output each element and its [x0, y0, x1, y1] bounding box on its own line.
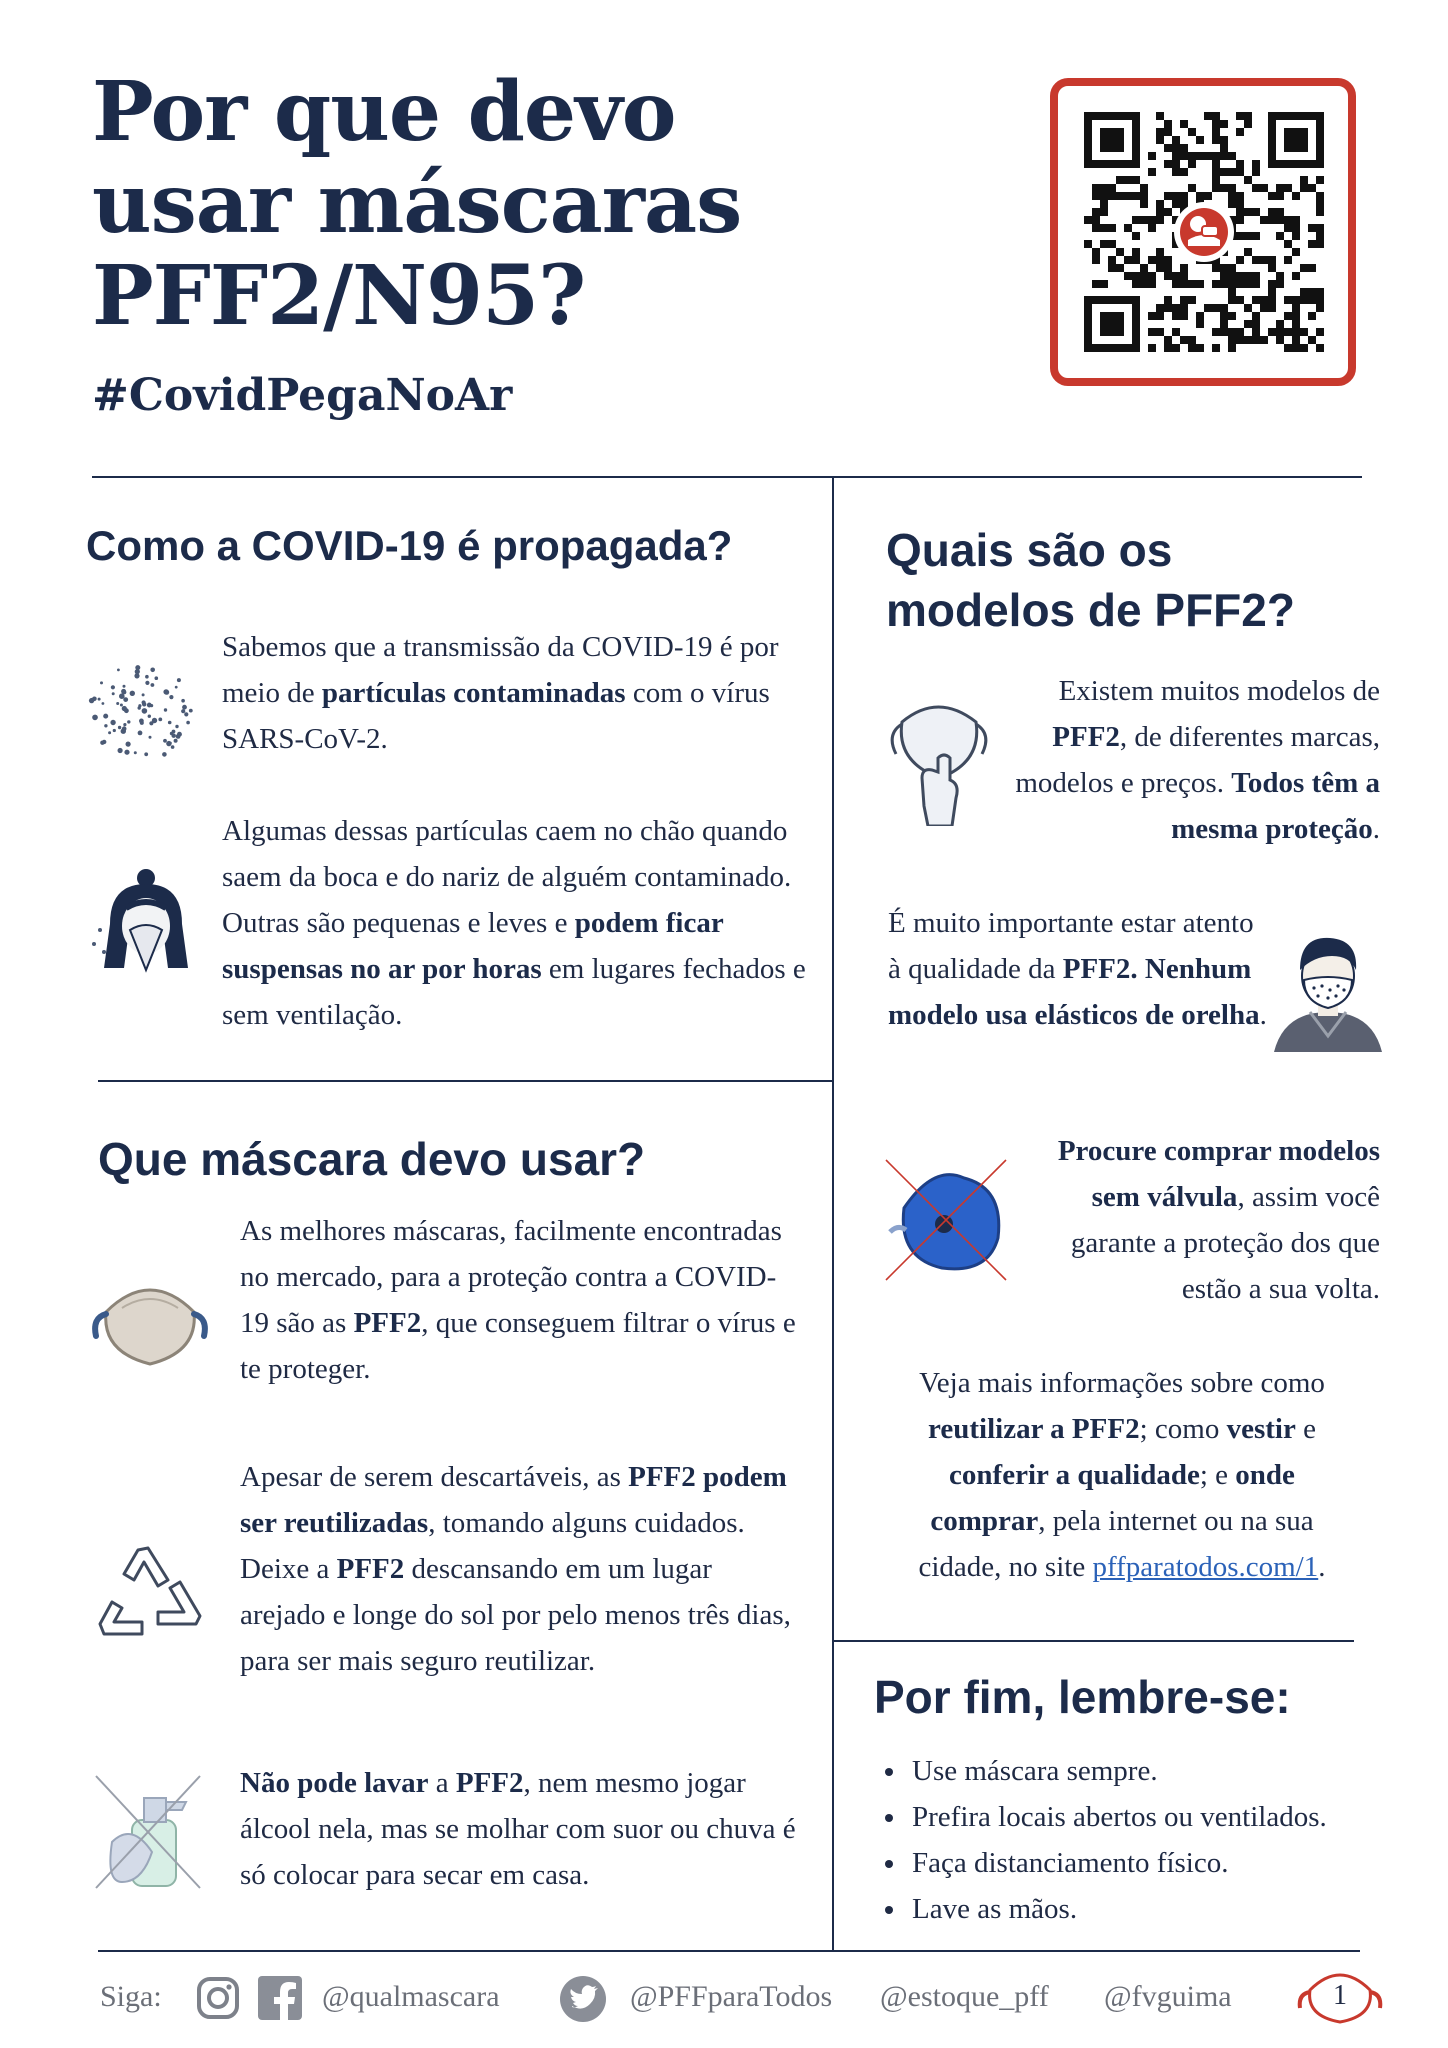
list-item: • Use máscara sempre. [908, 1748, 1327, 1794]
which-mask-paragraph-1 [240, 1208, 800, 1392]
text-run: , tomando alguns cuidados. Deixe a [240, 1507, 745, 1585]
emphasis: reutilizar a PFF2 [928, 1413, 1140, 1445]
handle-fvguima[interactable]: @fvguima [1104, 1980, 1232, 2013]
emphasis: podem ficar suspensas no ar por horas [222, 907, 724, 985]
divider-top [92, 476, 1362, 478]
masked-man-icon [1270, 936, 1386, 1052]
text-run: Existem muitos modelos de [1058, 675, 1380, 707]
text-run: , pela internet ou na sua cidade, no site [918, 1505, 1314, 1583]
emphasis: partículas contaminadas [321, 677, 626, 709]
heading-which-mask: Que máscara devo usar? [98, 1133, 646, 1185]
emphasis: PFF2. Nenhum modelo usa elásticos de orelha [888, 953, 1260, 1031]
text-run: . [1259, 999, 1267, 1031]
mask-in-hand-icon [884, 694, 994, 826]
heading-remember: Por fim, lembre-se: [874, 1671, 1291, 1723]
text-run: em lugares fechados e sem ventilação. [222, 953, 806, 1031]
page-number: 1 [1333, 1980, 1347, 2011]
emphasis: vestir [1226, 1413, 1296, 1445]
handle-pffparatodos[interactable]: @PFFparaTodos [630, 1980, 833, 2013]
emphasis: PFF2 podem ser reutilizadas [240, 1461, 787, 1539]
text-run: , assim você garante a proteção dos que estão a sua volta. [1070, 1181, 1380, 1305]
handle-estoque-pff[interactable]: @estoque_pff [880, 1980, 1049, 2013]
text-run: ; e [1199, 1459, 1236, 1491]
emphasis: PFF2 [353, 1307, 422, 1339]
text-run: . [1372, 813, 1380, 845]
emphasis: conferir a qualidade [949, 1459, 1200, 1491]
spray-bottle-crossed-icon [92, 1772, 204, 1892]
hashtag: #CovidPegaNoAr [92, 370, 513, 421]
models-paragraph-1 [1000, 668, 1380, 852]
pffparatodos-link[interactable]: pffparatodos.com/1 [1092, 1551, 1319, 1583]
spread-paragraph-1 [222, 624, 802, 762]
which-mask-paragraph-3 [240, 1760, 800, 1898]
valve-mask-crossed-icon [884, 1158, 1008, 1282]
footer-divider [98, 1950, 1360, 1952]
sneeze-person-icon [90, 868, 198, 976]
list-item: • Prefira locais abertos ou ventilados. [908, 1794, 1327, 1840]
handle-qualmascara[interactable]: @qualmascara [322, 1980, 500, 2013]
heading-models: Quais são os modelos de PFF2? [886, 524, 1295, 636]
text-run: ; como [1139, 1413, 1227, 1445]
text-run: É muito importante estar atento à qualidade da [888, 907, 1254, 985]
recycle-icon [92, 1540, 204, 1644]
divider-right-lower [834, 1640, 1354, 1642]
text-run: , que conseguem filtrar o vírus e te proteger. [240, 1307, 796, 1385]
emphasis: PFF2 [1052, 721, 1120, 753]
which-mask-paragraph-2 [240, 1454, 800, 1684]
mask-icon [92, 1272, 208, 1372]
emphasis: Procure comprar modelos sem válvula [1057, 1135, 1380, 1213]
qr-code-pattern [1084, 112, 1324, 352]
qr-code[interactable] [1050, 78, 1356, 386]
follow-label: Siga: [100, 1980, 162, 2013]
text-run: As melhores máscaras, facilmente encontradas no mercado, para a proteção contra a COVID-19 são as [240, 1215, 782, 1339]
emphasis: Todos têm a mesma proteção [1171, 767, 1380, 845]
text-run: Algumas dessas partículas caem no chão quando saem da boca e do nariz de alguém contaminado. Outras são pequenas e leves e [222, 815, 792, 939]
remember-list [880, 1748, 1327, 1932]
divider-left-middle [98, 1080, 832, 1082]
models-paragraph-2 [888, 900, 1268, 1038]
spread-paragraph-2 [222, 808, 808, 1038]
text-run: com o vírus SARS-CoV-2. [222, 677, 770, 755]
divider-vertical [832, 476, 834, 1952]
page-title: Por que devo usar máscaras PFF2/N95? [92, 64, 742, 344]
heading-spread: Como a COVID-19 é propagada? [86, 522, 733, 569]
text-run: . [1318, 1551, 1326, 1583]
twitter-icon[interactable] [560, 1976, 606, 2022]
text-run: , de diferentes marcas, modelos e preços. [1015, 721, 1380, 799]
text-run: Apesar de serem descartáveis, as [240, 1461, 629, 1493]
emphasis: PFF2 [336, 1553, 405, 1585]
particles-icon [86, 660, 198, 764]
text-run: , nem mesmo jogar álcool nela, mas se molhar com suor ou chuva é só colocar para secar em casa. [240, 1767, 796, 1891]
models-paragraph-4 [892, 1360, 1352, 1590]
text-run: Veja mais informações sobre como [919, 1367, 1325, 1399]
emphasis: Não pode lavar [240, 1767, 429, 1799]
instagram-icon[interactable] [196, 1976, 240, 2020]
facebook-icon[interactable] [258, 1976, 302, 2020]
emphasis: PFF2 [455, 1767, 524, 1799]
emphasis: onde comprar [930, 1459, 1295, 1537]
text-run: descansando em um lugar arejado e longe do sol por pelo menos três dias, para ser mais seguro reutilizar. [240, 1553, 791, 1677]
text-run: a [428, 1767, 456, 1799]
models-paragraph-3 [1010, 1128, 1380, 1312]
text-run: e [1295, 1413, 1316, 1445]
list-item: • Lave as mãos. [908, 1886, 1327, 1932]
list-item: • Faça distanciamento físico. [908, 1840, 1327, 1886]
text-run: Sabemos que a transmissão da COVID-19 é por meio de [222, 631, 779, 709]
